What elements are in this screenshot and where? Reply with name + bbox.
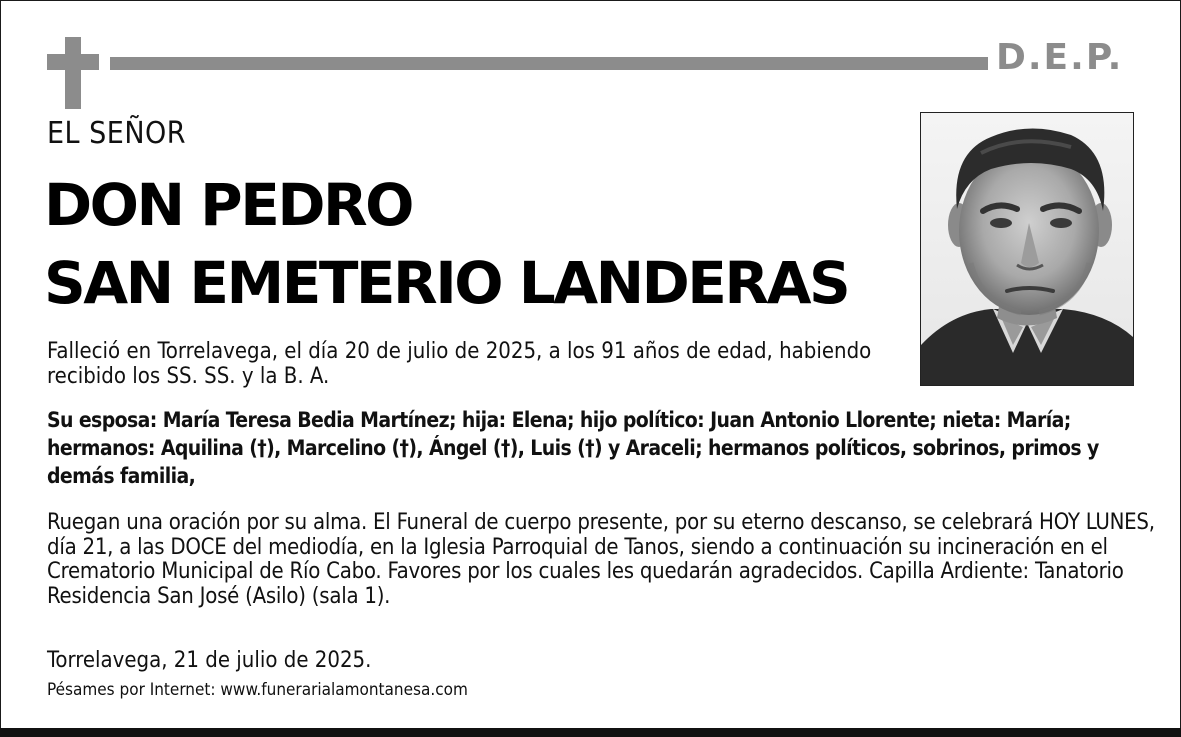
death-notice-paragraph: Falleció en Torrelavega, el día 20 de julio de 2025, a los 91 años de edad, habiendo recibido los SS. SS. y la B. A. bbox=[47, 339, 872, 389]
cross-icon bbox=[47, 37, 99, 109]
deceased-name bbox=[44, 166, 848, 322]
name-line-2: SAN EMETERIO LANDERAS bbox=[44, 249, 849, 317]
name-line-1: DON PEDRO bbox=[44, 171, 412, 239]
funeral-paragraph: Ruegan una oración por su alma. El Funeral de cuerpo presente, por su eterno descanso, se celebrará HOY LUNES, día 21, a las DOCE del mediodía, en la Iglesia Parroquial de Tanos, siendo a continuación su incineración en el Crematorio Municipal de Río Cabo. Favores por los cuales les quedarán agradecidos. Capilla Ardiente: Tanatorio Residencia San José (Asilo) (sala 1). bbox=[47, 510, 1155, 609]
portrait-photo bbox=[920, 112, 1134, 386]
honorific: EL SEÑOR bbox=[47, 116, 187, 151]
place-date: Torrelavega, 21 de julio de 2025. bbox=[47, 648, 372, 673]
family-paragraph: Su esposa: María Teresa Bedia Martínez; hija: Elena; hijo político: Juan Antonio Llorente; nieta: María; hermanos: Aquilina (†), Marcelino (†), Ángel (†), Luis (†) y Araceli; hermanos políticos, sobrinos, primos y demás familia, bbox=[47, 408, 1099, 488]
bottom-border bbox=[0, 728, 1181, 737]
dep-label: D.E.P. bbox=[996, 37, 1124, 78]
header-rule bbox=[110, 57, 988, 70]
condolences-line: Pésames por Internet: www.funerarialamontanesa.com bbox=[47, 680, 468, 700]
